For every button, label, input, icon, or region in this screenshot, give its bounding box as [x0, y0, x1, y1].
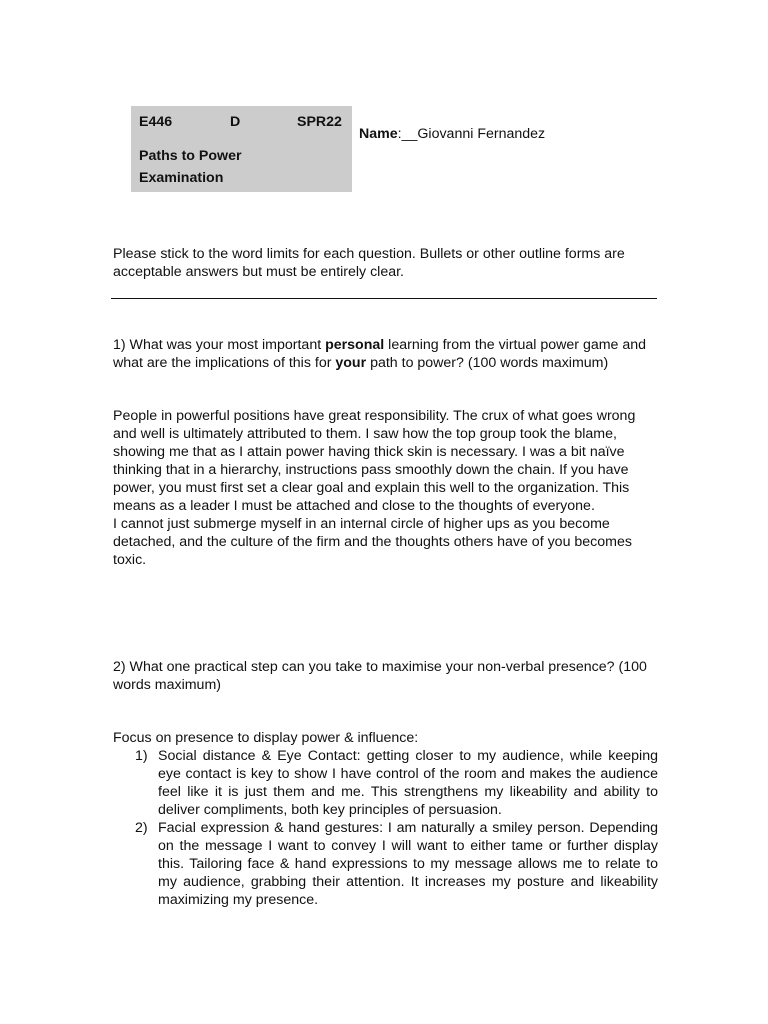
name-label: Name: [359, 126, 398, 142]
student-name-line: [359, 126, 545, 142]
question-1-part1: 1) What was your most important: [113, 337, 326, 353]
list-item-text: Social distance & Eye Contact: getting closer to my audience, while keeping eye contact is key to show I have control of the room and makes the audience feel like it is just them and me. This strengthens my likeability and ability to deliver compliments, both key principles of persuasion.: [158, 748, 658, 818]
question-1-bold-your: your: [335, 355, 367, 371]
answer-1-paragraph-2: I cannot just submerge myself in an internal circle of higher ups as you become detached, and the culture of the firm and the thoughts others have of you becomes toxic.: [113, 516, 632, 568]
answer-1: [113, 407, 658, 569]
instructions-text: Please stick to the word limits for each question. Bullets or other outline forms are acceptable answers but must be entirely clear.: [113, 246, 625, 280]
exam-title-line1: Paths to Power: [139, 148, 242, 164]
list-item-text: Facial expression & hand gestures: I am naturally a smiley person. Depending on the message I want to convey I will want to either tame or further display this. Tailoring face & hand expressions to my message allows me to relate to my audience, grabbing their attention. It increases my posture and likeability maximizing my presence.: [158, 820, 658, 908]
course-section: D: [230, 114, 241, 130]
list-item: [113, 747, 658, 819]
question-1: [113, 336, 658, 372]
question-1-part3: path to power? (100 words maximum): [366, 355, 609, 371]
list-item-number: 1): [135, 748, 148, 764]
question-2: 2) What one practical step can you take to maximise your non-verbal presence? (100 words maximum): [113, 659, 647, 693]
exam-title-line2: Examination: [139, 170, 224, 186]
question-1-bold-personal: personal: [325, 337, 385, 353]
list-item-number: 2): [135, 820, 148, 836]
question-1-part2: learning from the virtual power game and what are the implications of this for: [113, 337, 647, 371]
answer-2-list: [113, 747, 658, 909]
answer-2-intro: Focus on presence to display power & influence:: [113, 730, 419, 746]
divider-line: [111, 298, 657, 299]
student-name: :__Giovanni Fernandez: [397, 126, 546, 142]
course-code: E446: [139, 114, 173, 130]
answer-1-paragraph-1: People in powerful positions have great responsibility. The crux of what goes wrong and well is ultimately attributed to them. I saw how the top group took the blame, showing me that as I attain power having thick skin is necessary. I was a bit naïve thinking that in a hierarchy, instructions pass smoothly down the chain. If you have power, you must first set a clear goal and explain this well to the organization. This means as a leader I must be attached and close to the thoughts of everyone.: [113, 408, 636, 514]
course-header-box: [131, 106, 352, 192]
list-item: [113, 819, 658, 909]
course-term: SPR22: [297, 114, 342, 130]
